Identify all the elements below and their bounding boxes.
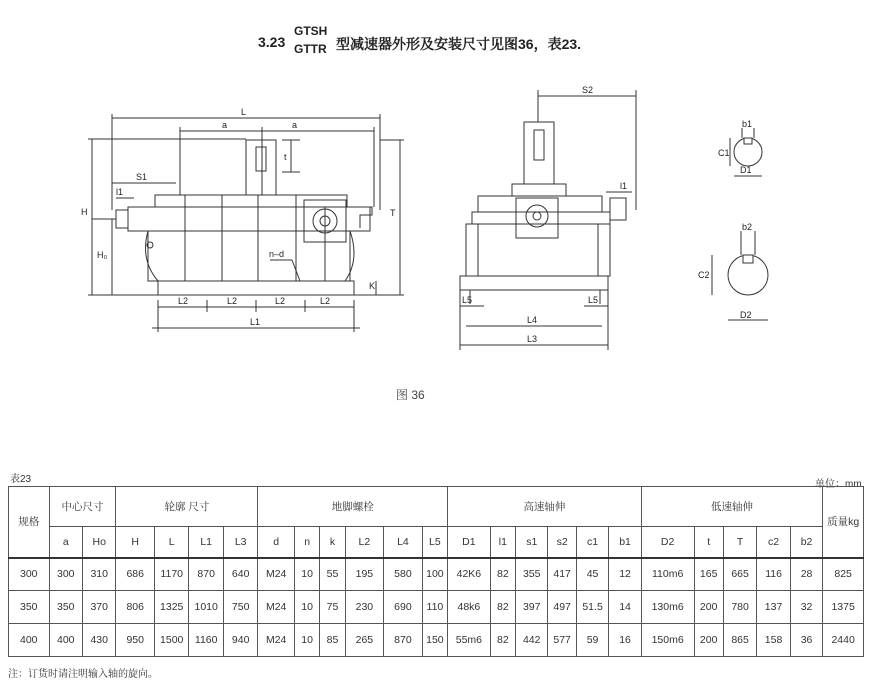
front-left-shaft: [116, 210, 128, 228]
table-cell: 75: [320, 591, 345, 624]
table-cell: 116: [757, 558, 790, 591]
dim-label: D2: [740, 310, 752, 320]
front-shaft-key: [256, 147, 266, 171]
shaft-section-labels: [698, 119, 752, 320]
figure-36-drawing: [0, 70, 883, 380]
table-row: [9, 558, 864, 591]
dim-label: C1: [718, 148, 730, 158]
dim-label: a: [292, 120, 298, 130]
dim-label: H₀: [97, 250, 108, 260]
dim-label: L: [241, 107, 247, 117]
table-cell: 59: [576, 624, 608, 657]
dim-label: l1: [116, 187, 124, 197]
group-header: 地脚螺栓: [258, 487, 448, 527]
table-cell: 130m6: [641, 591, 694, 624]
table-cell: 10: [294, 591, 319, 624]
side-bearing-flange: [516, 198, 558, 238]
dim-label: L2: [178, 296, 189, 306]
dim-label: S1: [136, 172, 148, 182]
table-cell: 85: [320, 624, 345, 657]
table-cell: 16: [609, 624, 642, 657]
side-base: [460, 276, 608, 290]
table-body: [9, 558, 864, 657]
heading-text: 型减速器外形及安装尺寸见图36，表23.: [336, 36, 582, 52]
spec-header: 规格: [9, 487, 50, 558]
table-cell: 686: [116, 558, 155, 591]
model-code-top: GTSH: [294, 24, 328, 38]
column-header: L5: [422, 527, 447, 558]
column-header: L4: [384, 527, 423, 558]
table-cell: 51.5: [576, 591, 608, 624]
order-note: 注：订货时请注明输入轴的旋向。: [8, 669, 158, 680]
front-mid-band: [128, 207, 370, 231]
side-view-labels: [462, 85, 627, 344]
table-cell: 300: [49, 558, 82, 591]
table-cell: 82: [490, 591, 515, 624]
table-cell: 350: [49, 591, 82, 624]
table-cell: M24: [258, 558, 295, 591]
spec-cell: 300: [9, 558, 50, 591]
table-cell: 10: [294, 558, 319, 591]
column-header: s2: [548, 527, 576, 558]
table-cell: 158: [757, 624, 790, 657]
group-header: 低速轴伸: [641, 487, 822, 527]
column-header: D2: [641, 527, 694, 558]
table-cell: 265: [345, 624, 384, 657]
section-number: 3.23: [258, 34, 286, 50]
side-input-shaft: [524, 122, 554, 184]
front-base: [158, 281, 354, 295]
column-header: t: [694, 527, 723, 558]
table-label: 表23: [10, 474, 32, 485]
table-cell: 55m6: [448, 624, 491, 657]
column-header: k: [320, 527, 345, 558]
table-cell: 310: [83, 558, 116, 591]
dim-label: t: [284, 152, 287, 162]
column-header: L1: [189, 527, 223, 558]
table-cell: 200: [694, 624, 723, 657]
dim-label: L5: [588, 295, 599, 305]
table-cell: 806: [116, 591, 155, 624]
table-cell: 442: [516, 624, 548, 657]
table-cell: 12: [609, 558, 642, 591]
group-header: 轮廓 尺寸: [116, 487, 258, 527]
table-cell: 2440: [823, 624, 864, 657]
table-cell: 417: [548, 558, 576, 591]
front-top-flange: [155, 195, 347, 207]
table-cell: 355: [516, 558, 548, 591]
column-header: d: [258, 527, 295, 558]
model-code-bottom: GTTR: [294, 42, 327, 56]
table-cell: 10: [294, 624, 319, 657]
column-header: a: [49, 527, 82, 558]
table-cell: 48k6: [448, 591, 491, 624]
table-cell: 1170: [154, 558, 188, 591]
table-cell: 870: [189, 558, 223, 591]
table-cell: 137: [757, 591, 790, 624]
table-cell: 1010: [189, 591, 223, 624]
front-input-shaft: [246, 140, 276, 195]
column-header: L3: [223, 527, 258, 558]
table-cell: 36: [790, 624, 822, 657]
dim-label: b1: [742, 119, 753, 129]
table-cell: 110: [422, 591, 447, 624]
table-cell: 400: [49, 624, 82, 657]
table-cell: 497: [548, 591, 576, 624]
column-header: L: [154, 527, 188, 558]
dim-label: L4: [527, 315, 538, 325]
table-cell: 150m6: [641, 624, 694, 657]
table-cell: 1500: [154, 624, 188, 657]
dim-label: K: [369, 281, 376, 291]
side-view: [460, 90, 636, 350]
table-cell: 1325: [154, 591, 188, 624]
table-cell: 370: [83, 591, 116, 624]
table-cell: 690: [384, 591, 423, 624]
table-cell: 825: [823, 558, 864, 591]
dim-label: b2: [742, 222, 753, 232]
table-cell: M24: [258, 591, 295, 624]
table-cell: 110m6: [641, 558, 694, 591]
front-lower-body: [148, 231, 350, 281]
column-header: c1: [576, 527, 608, 558]
dim-label: L5: [462, 295, 473, 305]
table-cell: 1160: [189, 624, 223, 657]
column-header: l1: [490, 527, 515, 558]
column-header: n: [294, 527, 319, 558]
table-cell: 665: [723, 558, 756, 591]
spec-cell: 350: [9, 591, 50, 624]
dim-label: C2: [698, 270, 710, 280]
table-cell: 82: [490, 624, 515, 657]
dim-label: a: [222, 120, 228, 130]
table-cell: 165: [694, 558, 723, 591]
dim-label: S2: [582, 85, 594, 95]
dim-label: H: [81, 207, 88, 217]
side-lower-body: [466, 224, 610, 276]
column-header: H: [116, 527, 155, 558]
dim-label: l1: [620, 181, 628, 191]
table-cell: 195: [345, 558, 384, 591]
column-header: D1: [448, 527, 491, 558]
table-cell: 14: [609, 591, 642, 624]
table-cell: 28: [790, 558, 822, 591]
mass-header: 质量kg: [823, 487, 864, 558]
unit-label: 单位：mm: [815, 479, 862, 490]
table-cell: 200: [694, 591, 723, 624]
table-cell: 950: [116, 624, 155, 657]
table-cell: 870: [384, 624, 423, 657]
dimension-table: [8, 486, 864, 657]
table-cell: 780: [723, 591, 756, 624]
table-cell: 100: [422, 558, 447, 591]
table-cell: 865: [723, 624, 756, 657]
table-cell: 82: [490, 558, 515, 591]
dim-label: T: [390, 208, 396, 218]
table-cell: 940: [223, 624, 258, 657]
table-row: [9, 591, 864, 624]
column-header: Ho: [83, 527, 116, 558]
table-cell: M24: [258, 624, 295, 657]
page-heading: [0, 0, 883, 70]
table-row: [9, 624, 864, 657]
table-cell: 42K6: [448, 558, 491, 591]
table-cell: 32: [790, 591, 822, 624]
column-header: s1: [516, 527, 548, 558]
table-cell: 430: [83, 624, 116, 657]
spec-cell: 400: [9, 624, 50, 657]
column-header: L2: [345, 527, 384, 558]
figure-caption: 图 36: [396, 388, 425, 402]
table-cell: 150: [422, 624, 447, 657]
column-header: c2: [757, 527, 790, 558]
dim-label: L1: [250, 317, 261, 327]
front-view: [88, 114, 404, 332]
table-cell: 640: [223, 558, 258, 591]
dim-label: L2: [320, 296, 331, 306]
column-header: T: [723, 527, 756, 558]
dim-label: L2: [227, 296, 238, 306]
column-header: b2: [790, 527, 822, 558]
dim-label: n–d: [269, 249, 285, 259]
group-header: 高速轴伸: [448, 487, 642, 527]
table-cell: 1375: [823, 591, 864, 624]
table-cell: 397: [516, 591, 548, 624]
table-cell: 580: [384, 558, 423, 591]
table-cell: 55: [320, 558, 345, 591]
column-header: b1: [609, 527, 642, 558]
table-cell: 750: [223, 591, 258, 624]
table-cell: 577: [548, 624, 576, 657]
group-header: 中心尺寸: [49, 487, 116, 527]
table-cell: 230: [345, 591, 384, 624]
dim-label: L2: [275, 296, 286, 306]
dim-label: D1: [740, 165, 752, 175]
dim-label: L3: [527, 334, 538, 344]
table-cell: 45: [576, 558, 608, 591]
side-right-shaft: [610, 198, 626, 220]
